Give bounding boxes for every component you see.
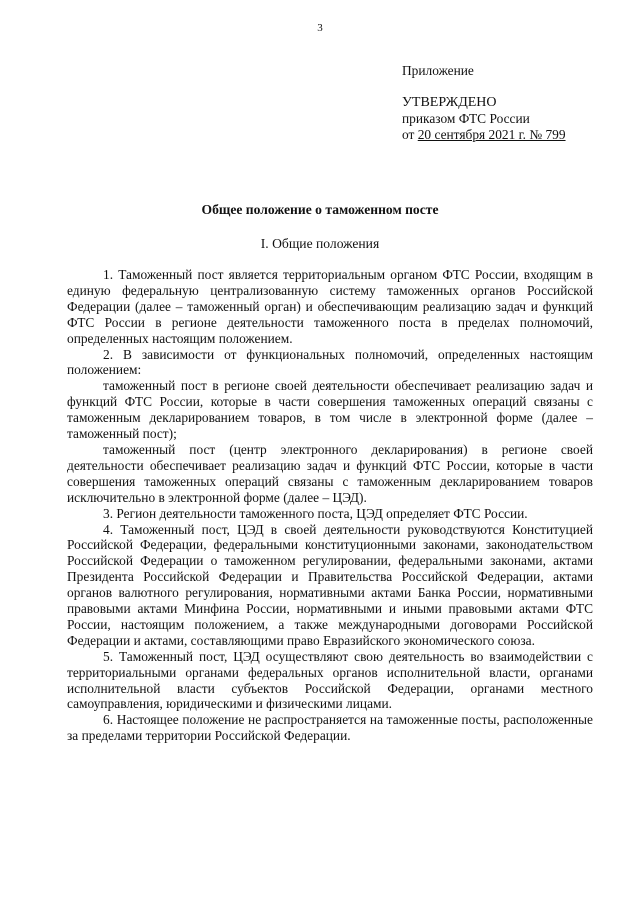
order-date-prefix: от bbox=[402, 127, 418, 142]
paragraph-2-item-2: таможенный пост (центр электронного декларирования) в регионе своей деятельности обеспечивает реализацию задач и функций ФТС России, которые в части совершения таможенных операций связаны с таможенным декларированием товаров исключительно в электронной форме (далее – ЦЭД). bbox=[67, 441, 593, 505]
approval-block bbox=[402, 63, 566, 143]
document-body bbox=[67, 267, 593, 744]
document-title: Общее положение о таможенном посте bbox=[201, 202, 439, 217]
appendix-label: Приложение bbox=[402, 63, 474, 78]
paragraph-3: 3. Регион деятельности таможенного поста, ЦЭД определяет ФТС России. bbox=[103, 505, 528, 521]
paragraph-6: 6. Настоящее положение не распространяется на таможенные посты, расположенные за пределами территории Российской Федерации. bbox=[67, 712, 593, 744]
order-label: приказом ФТС России bbox=[402, 111, 530, 126]
order-date-number: 20 сентября 2021 г. № 799 bbox=[417, 127, 566, 142]
order-date-line bbox=[402, 127, 566, 143]
paragraph-4: 4. Таможенный пост, ЦЭД в своей деятельности руководствуются Конституцией Российской Федерации, федеральными конституционными законами, законодательством Российской Федерации о таможенном регулировании, федеральными законами, актами Президента Российской Федерации и Правительства Российской Федерации, актами органов валютного регулирования, нормативными актами Банка России, нормативными правовыми актами Минфина России, нормативными и иными правовыми актами ФТС России, настоящим положением, а также международными договорами Российской Федерации и актами, составляющими право Евразийского экономического союза. bbox=[67, 521, 593, 648]
paragraph-1: 1. Таможенный пост является территориальным органом ФТС России, входящим в единую федеральную централизованную систему таможенных органов Российской Федерации (далее – таможенный орган) и обеспечивающим реализацию задач и функций ФТС России в регионе деятельности таможенного поста в пределах полномочий, определенных настоящим положением. bbox=[67, 267, 593, 346]
paragraph-2-item-1: таможенный пост в регионе своей деятельности обеспечивает реализацию задач и функций ФТС России, которые в части совершения таможенных операций связаны с таможенным декларированием товаров, в том числе в электронной форме (далее – таможенный пост); bbox=[67, 378, 593, 442]
approved-label: УТВЕРЖДЕНО bbox=[402, 95, 497, 110]
paragraph-2: 2. В зависимости от функциональных полномочий, определенных настоящим положением: bbox=[67, 346, 593, 378]
page-number: 3 bbox=[317, 22, 323, 34]
paragraph-5: 5. Таможенный пост, ЦЭД осуществляют свою деятельность во взаимодействии с территориальными органами федеральных органов исполнительной власти, органами исполнительной власти субъектов Российской Федерации, органами местного самоуправления, юридическими и физическими лицами. bbox=[67, 648, 593, 712]
section-title: I. Общие положения bbox=[260, 236, 380, 251]
